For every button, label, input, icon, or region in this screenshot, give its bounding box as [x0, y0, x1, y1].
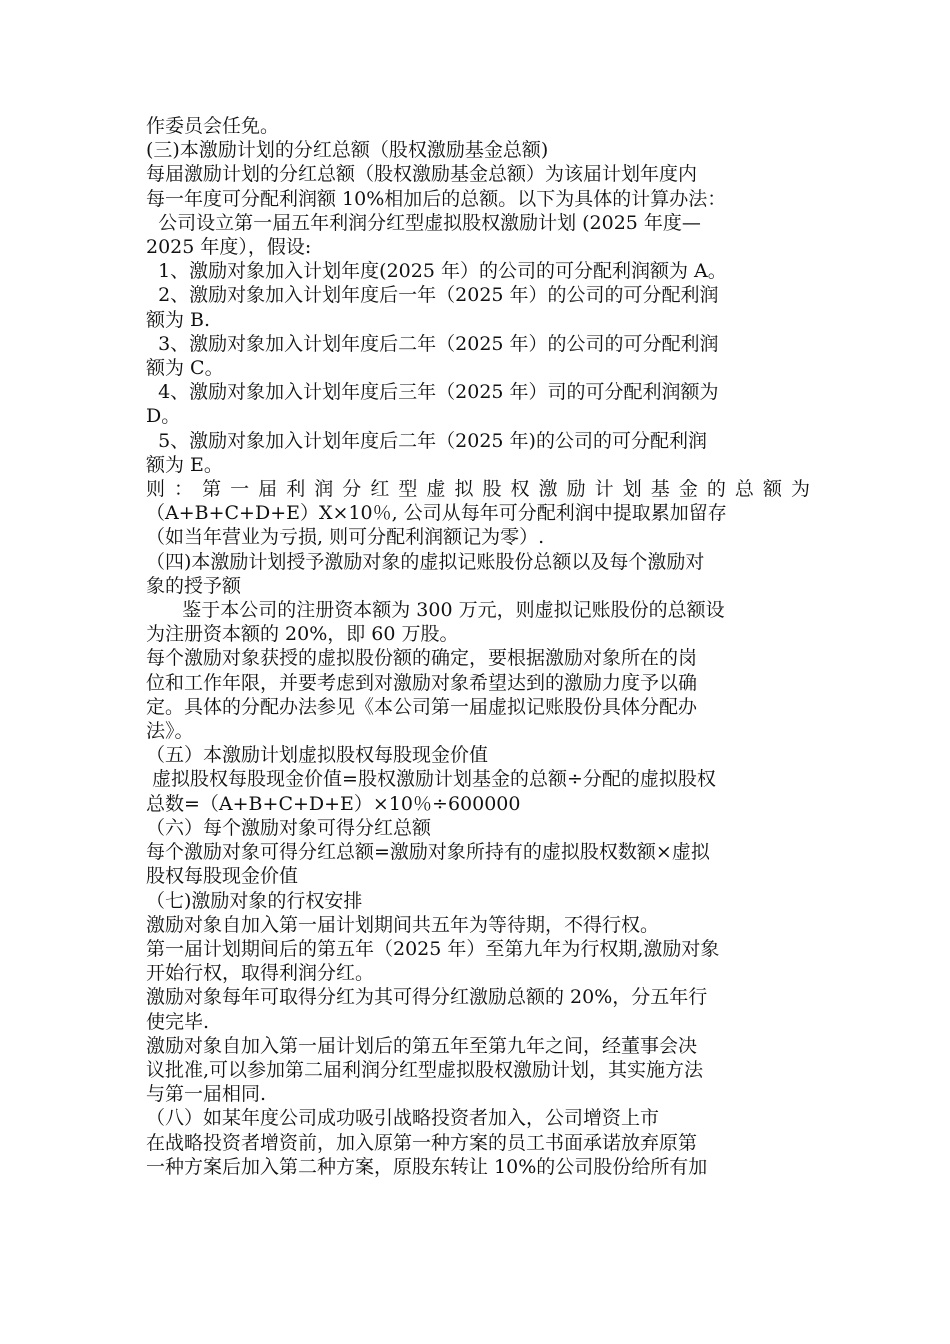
text-line: 1、激励对象加入计划年度(2025 年）的公司的可分配利润额为 A。	[146, 260, 727, 283]
text-line: 象的授予额	[146, 574, 242, 597]
section-heading: （六）每个激励对象可得分红总额	[146, 816, 432, 839]
text-line: 激励对象自加入第一届计划后的第五年至第九年之间，经董事会决	[146, 1034, 698, 1057]
text-line: 公司设立第一届五年利润分红型虚拟股权激励计划 (2025 年度—	[146, 211, 701, 234]
text-line: 为注册资本额的 20%，即 60 万股。	[146, 623, 459, 646]
text-line: 议批准,可以参加第二届利润分红型虚拟股权激励计划，其实施方法	[146, 1058, 704, 1081]
text-line: 每个激励对象获授的虚拟股份额的确定，要根据激励对象所在的岗	[146, 647, 698, 670]
section-heading: （八）如某年度公司成功吸引战略投资者加入，公司增资上市	[146, 1107, 660, 1130]
text-line: 鉴于本公司的注册资本额为 300 万元，则虚拟记账股份的总额设	[146, 599, 725, 622]
text-line: 法》。	[146, 720, 194, 743]
section-heading: （五）本激励计划虚拟股权每股现金价值	[146, 744, 489, 767]
text-line: 第一届计划期间后的第五年（2025 年）至第九年为行权期,激励对象	[146, 937, 720, 960]
text-line: 与第一届相同.	[146, 1083, 267, 1106]
text-line: 每一年度可分配利润额 10%相加后的总额。以下为具体的计算办法：	[146, 187, 727, 210]
text-line: 每届激励计划的分红总额（股权激励基金总额）为该届计划年度内	[146, 163, 698, 186]
text-line: 每个激励对象可得分红总额=激励对象所持有的虚拟股权数额×虚拟	[146, 841, 710, 864]
text-line: 激励对象自加入第一届计划期间共五年为等待期，不得行权。	[146, 913, 660, 936]
text-line: 2025 年度），假设:	[146, 236, 312, 259]
text-line: 则：第一届利润分红型虚拟股权激励计划基金的总额为	[146, 478, 810, 501]
text-line: 定。具体的分配办法参见《本公司第一届虚拟记账股份具体分配办	[146, 695, 698, 718]
text-line: 2、激励对象加入计划年度后一年（2025 年）的公司的可分配利润	[146, 284, 719, 307]
section-heading: (三)本激励计划的分红总额（股权激励基金总额)	[146, 139, 549, 162]
text-line: 使完毕.	[146, 1010, 210, 1033]
text-line: 额为 B.	[146, 308, 211, 331]
text-line: 额为 E。	[146, 453, 223, 476]
text-line: 位和工作年限，并要考虑到对激励对象希望达到的激励力度予以确	[146, 671, 698, 694]
text-line: （如当年营业为亏损, 则可分配利润额记为零）.	[146, 526, 545, 549]
text-line: 一种方案后加入第二种方案，原股东转让 10%的公司股份给所有加	[146, 1155, 708, 1178]
section-heading: （四)本激励计划授予激励对象的虚拟记账股份总额以及每个激励对	[146, 550, 705, 573]
text-line: 总数=（A+B+C+D+E）×10％÷600000	[146, 792, 521, 815]
text-line: 激励对象每年可取得分红为其可得分红激励总额的 20%，分五年行	[146, 986, 708, 1009]
text-line: 在战略投资者增资前，加入原第一种方案的员工书面承诺放弃原第	[146, 1131, 698, 1154]
text-line: 股权每股现金价值	[146, 865, 299, 888]
text-line: 作委员会任免。	[146, 115, 280, 137]
text-line: 5、激励对象加入计划年度后二年（2025 年)的公司的可分配利润	[146, 429, 707, 452]
text-line: 虚拟股权每股现金价值=股权激励计划基金的总额÷分配的虚拟股权	[146, 768, 716, 791]
text-line: （A+B+C+D+E）X×10％, 公司从每年可分配利润中提取累加留存	[146, 502, 727, 525]
text-line: D。	[146, 405, 181, 428]
section-heading: （七)激励对象的行权安排	[146, 889, 363, 912]
text-line: 4、激励对象加入计划年度后三年（2025 年）司的可分配利润额为	[146, 381, 719, 404]
document-body	[146, 114, 810, 1179]
text-line: 额为 C。	[146, 357, 224, 380]
text-line: 开始行权，取得利润分红。	[146, 962, 375, 985]
text-line: 3、激励对象加入计划年度后二年（2025 年）的公司的可分配利润	[146, 332, 719, 355]
